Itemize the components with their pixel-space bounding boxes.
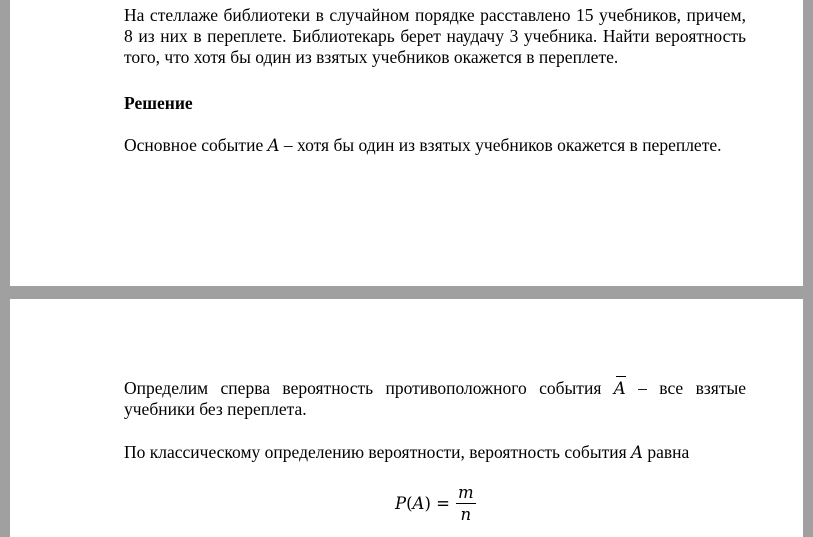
probability-formula xyxy=(395,483,476,524)
event-suffix: – хотя бы один из взятых учебников окажется в переплете. xyxy=(279,135,722,155)
complement-symbol: A xyxy=(613,379,626,398)
complement-suffix: – все взятые учебники без переплета. xyxy=(124,378,747,419)
complement-event-definition xyxy=(124,378,746,420)
formula-denominator: n xyxy=(460,505,472,524)
formula-func: P xyxy=(395,494,407,513)
classic-prefix: По классическому определению вероятности, вероятность события xyxy=(124,442,632,462)
main-event-definition xyxy=(124,135,746,156)
document-page-1 xyxy=(10,0,803,286)
complement-prefix: Определим сперва вероятность противоположного события xyxy=(124,378,614,398)
problem-statement: На стеллаже библиотеки в случайном порядке расставлено 15 учебников, причем, 8 из них в переплете. Библиотекарь берет наудачу 3 учебника. Найти вероятность того, что хотя бы один из взятых учебников окажется в переплете. xyxy=(124,5,746,67)
formula-fraction xyxy=(456,483,476,524)
formula-close-paren: ) xyxy=(424,494,431,513)
event-prefix: Основное событие xyxy=(124,135,268,155)
classic-symbol: A xyxy=(631,443,643,462)
event-symbol: A xyxy=(267,136,280,155)
formula-equals: = xyxy=(430,494,450,513)
formula-numerator: m xyxy=(457,483,474,502)
formula-arg: A xyxy=(412,494,425,513)
formula-lhs xyxy=(395,494,450,513)
solution-heading: Решение xyxy=(124,93,193,113)
formula-open-paren: ( xyxy=(406,494,413,513)
document-page-2 xyxy=(10,299,803,537)
classical-definition-text xyxy=(124,442,746,463)
classic-suffix: равна xyxy=(642,442,690,462)
